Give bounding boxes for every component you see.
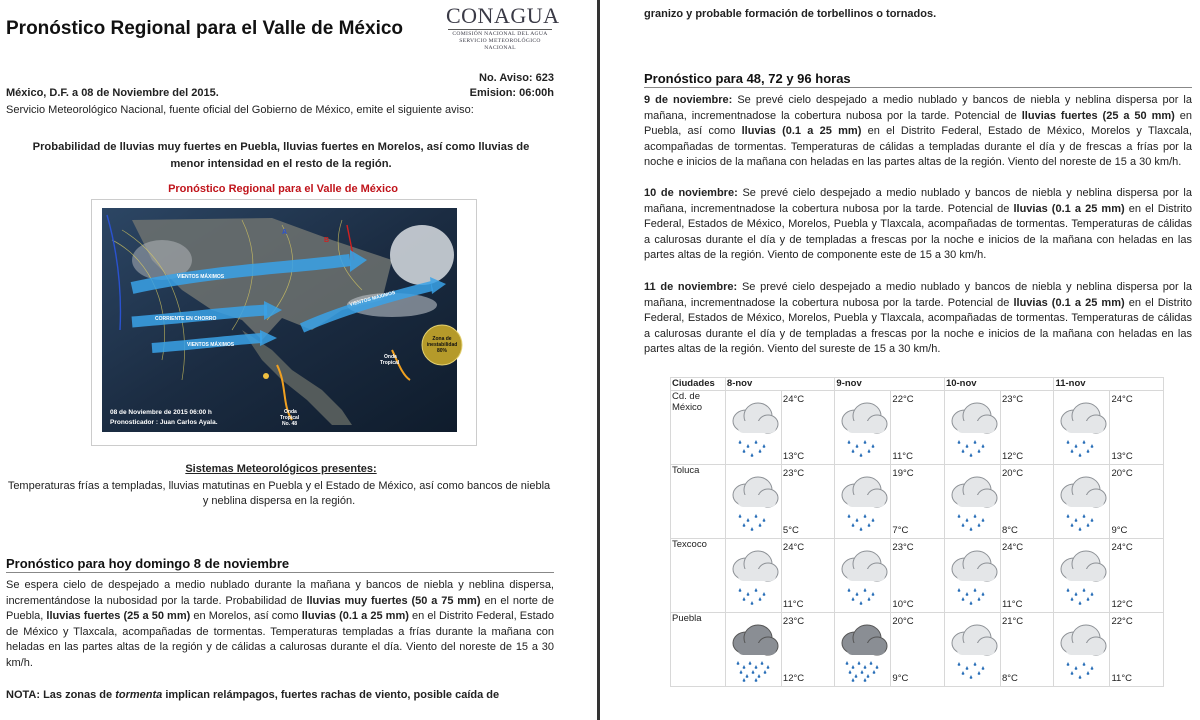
rain-drop <box>973 588 976 592</box>
rain-drop <box>973 662 976 666</box>
rain-drop <box>965 444 968 448</box>
rain-cloud-icon <box>1061 477 1106 531</box>
rain-drop <box>973 440 976 444</box>
rain-drop <box>977 523 980 527</box>
temp-cell <box>1000 539 1054 613</box>
temp-min: 12°C <box>1001 451 1024 462</box>
temp-min: 7°C <box>892 525 909 536</box>
rain-cloud-icon <box>952 403 997 457</box>
rain-drop <box>977 597 980 601</box>
rain-drop <box>867 674 870 678</box>
rain-drop <box>746 592 749 596</box>
rain-drop <box>754 514 757 518</box>
temp-max: 22°C <box>892 394 914 405</box>
temp-max: 20°C <box>1111 468 1133 479</box>
rain-drop <box>1079 675 1082 679</box>
rain-drop <box>1087 449 1090 453</box>
label-onda-2b: Tropical <box>280 415 300 421</box>
rain-drop <box>746 444 749 448</box>
temp-min: 9°C <box>1111 525 1128 536</box>
headline: Probabilidad de lluvias muy fuertes en Puebla, lluvias fuertes en Morelos, así como lluvias de menor intensidad en el resto de la región. <box>32 141 530 170</box>
rain-drop <box>873 670 876 674</box>
rain-drop <box>872 592 875 596</box>
rain-drop <box>1087 671 1090 675</box>
rain-drop <box>760 661 763 665</box>
temp-max: 24°C <box>782 542 805 553</box>
rain-drop <box>969 675 972 679</box>
weather-cell-icon <box>835 465 891 539</box>
temp-min: 8°C <box>1001 673 1018 684</box>
rain-drop <box>1087 597 1090 601</box>
rain-drop <box>1067 514 1070 518</box>
city-name: Toluca <box>671 465 726 539</box>
rain-drop <box>852 597 855 601</box>
rain-drop <box>1071 671 1074 675</box>
temp-max: 23°C <box>782 468 805 479</box>
rain-cloud-icon <box>733 551 778 605</box>
rain-cloud-icon <box>733 477 778 531</box>
nota-text: NOTA: Las zonas de tormenta implican relámpagos, fuertes rachas de viento, posible caída de <box>6 689 500 701</box>
rain-drop <box>762 518 765 522</box>
conagua-logo <box>446 3 560 52</box>
rain-drop <box>750 601 753 605</box>
temp-max: 24°C <box>1001 542 1024 553</box>
rain-drop <box>852 523 855 527</box>
label-onda-2c: No. 48 <box>282 421 298 427</box>
rain-drop <box>751 670 754 674</box>
temp-cell <box>1110 539 1164 613</box>
label-high-a: A <box>282 229 288 236</box>
rain-drop <box>849 670 852 674</box>
heavy-rain-cloud-icon <box>842 625 887 682</box>
rain-drop <box>1075 518 1078 522</box>
temp-min: 11°C <box>892 451 913 462</box>
rain-drop <box>1091 518 1094 522</box>
weather-cell-icon <box>725 613 781 687</box>
rain-drop <box>961 449 964 453</box>
rain-cloud-icon <box>842 403 887 457</box>
weather-cell-icon <box>835 391 891 465</box>
rain-drop <box>762 592 765 596</box>
rain-drop <box>848 514 851 518</box>
weather-cell-icon <box>1054 613 1110 687</box>
date-header-9nov: 9-nov <box>835 378 945 391</box>
rain-drop <box>861 670 864 674</box>
rain-drop <box>762 444 765 448</box>
temp-min: 10°C <box>892 599 914 610</box>
temp-min: 8°C <box>1001 525 1018 536</box>
rain-drop <box>754 678 757 682</box>
temp-max: 21°C <box>1001 616 1024 627</box>
rain-drop <box>969 527 972 531</box>
rain-drop <box>1067 440 1070 444</box>
rain-drop <box>738 514 741 518</box>
rain-drop <box>1091 444 1094 448</box>
rain-drop <box>981 518 984 522</box>
rain-drop <box>736 661 739 665</box>
rain-drop <box>1083 588 1086 592</box>
map-cloud-ne <box>390 225 454 285</box>
rain-drop <box>754 588 757 592</box>
rain-drop <box>957 588 960 592</box>
temp-cell <box>891 465 945 539</box>
temp-cell <box>1110 391 1164 465</box>
label-vientos-maximos-2: VIENTOS MÁXIMOS <box>348 289 397 308</box>
weather-cell-icon <box>944 613 1000 687</box>
table-row <box>671 539 1164 613</box>
label-vientos-maximos-3: VIENTOS MÁXIMOS <box>187 342 235 348</box>
weather-cell-icon <box>725 391 781 465</box>
rain-drop <box>1083 662 1086 666</box>
rain-drop <box>1079 601 1082 605</box>
city-name: Cd. de México <box>671 391 726 465</box>
label-vientos-maximos-1: VIENTOS MÁXIMOS <box>177 274 225 280</box>
rain-drop <box>848 440 851 444</box>
rain-drop <box>864 678 867 682</box>
rain-drop <box>742 449 745 453</box>
rain-drop <box>852 678 855 682</box>
document-page-left <box>0 0 597 720</box>
temp-min: 11°C <box>1001 599 1023 610</box>
day-9-paragraph: 9 de noviembre: Se prevé cielo despejado a medio nublado y bancos de niebla y neblina dispersa por la mañana, incrementnadose la cobertura nubosa por la tarde. Potencial de lluvias fuertes (25 a 50 mm) en Puebla, así como lluvias (0.1 a 25 mm) en el Distrito Federal, Estado de México, Morelos y Tlaxcala, acompañadas de tormentas. Temperaturas de cálidas a templadas durante el día y de frescas a frías por la noche e inicios de la mañana con heladas en las partes altas de la región. Viento del noreste de 15 a 30 km/h. <box>644 94 1192 168</box>
temp-cell <box>1110 613 1164 687</box>
sistemas-text: Temperaturas frías a templadas, lluvias matutinas en Puebla y el Estado de México, así como bancos de niebla y neblina dispersa en la región. <box>7 480 551 507</box>
rain-drop <box>981 592 984 596</box>
temp-max: 23°C <box>892 542 914 553</box>
rain-cloud-icon <box>1061 403 1106 457</box>
rain-drop <box>858 661 861 665</box>
map-forecaster: Pronosticador : Juan Carlos Ayala. <box>110 419 218 426</box>
rain-drop <box>1079 527 1082 531</box>
zona-label-pct: 80% <box>436 348 448 354</box>
sistemas-title: Sistemas Meteorológicos presentes: <box>185 463 377 475</box>
rain-drop <box>742 597 745 601</box>
temp-min: 13°C <box>1111 451 1133 462</box>
zona-label-1: Zona de <box>432 336 452 342</box>
table-row <box>671 613 1164 687</box>
emision-time: Emision: 06:00h <box>469 87 554 99</box>
city-name: Texcoco <box>671 539 726 613</box>
rain-cloud-icon <box>1061 551 1106 605</box>
rain-cloud-icon <box>952 625 997 679</box>
page-title: Pronóstico Regional para el Valle de México <box>6 18 404 39</box>
nota-continuation: granizo y probable formación de torbellinos o tornados. <box>644 8 937 20</box>
logo-wordmark: CONAGUA <box>446 3 560 28</box>
rain-drop <box>864 665 867 669</box>
map-caption: Pronóstico Regional para el Valle de México <box>168 183 398 195</box>
intro-text: Servicio Meteorológico Nacional, fuente oficial del Gobierno de México, emite el siguiente aviso: <box>6 104 474 116</box>
rain-drop <box>1091 666 1094 670</box>
temp-min: 12°C <box>1111 599 1133 610</box>
weather-cell-icon <box>1054 465 1110 539</box>
rain-drop <box>872 444 875 448</box>
forecast-table <box>670 377 1164 687</box>
date-header-11nov: 11-nov <box>1054 378 1164 391</box>
rain-cloud-icon <box>733 403 778 457</box>
rain-drop <box>1075 592 1078 596</box>
label-corriente: CORRIENTE EN CHORRO <box>155 316 217 322</box>
temp-min: 12°C <box>782 673 805 684</box>
temp-cell <box>781 539 835 613</box>
weather-cell-icon <box>944 391 1000 465</box>
place-date: México, D.F. a 08 de Noviembre del 2015. <box>6 87 219 99</box>
rain-drop <box>763 670 766 674</box>
temp-max: 20°C <box>892 616 914 627</box>
rain-drop <box>748 661 751 665</box>
temp-max: 23°C <box>782 616 805 627</box>
rain-drop <box>754 665 757 669</box>
rain-drop <box>750 527 753 531</box>
temp-max: 24°C <box>1111 542 1133 553</box>
rain-drop <box>872 518 875 522</box>
rain-drop <box>758 449 761 453</box>
date-header-10nov: 10-nov <box>944 378 1054 391</box>
rain-drop <box>855 674 858 678</box>
rain-drop <box>868 449 871 453</box>
rain-drop <box>957 662 960 666</box>
rain-drop <box>977 671 980 675</box>
synoptic-map <box>91 199 477 446</box>
rain-drop <box>1091 592 1094 596</box>
rain-drop <box>965 666 968 670</box>
rain-drop <box>738 588 741 592</box>
rain-cloud-icon <box>952 477 997 531</box>
rain-cloud-icon <box>842 551 887 605</box>
rain-cloud-icon <box>1061 625 1106 679</box>
label-onda-1b: Tropical <box>380 360 400 366</box>
rain-drop <box>961 597 964 601</box>
rain-drop <box>870 661 873 665</box>
day-10-paragraph: 10 de noviembre: Se prevé cielo despejado a medio nublado y bancos de niebla y neblina dispersa por la mañana, incrementnadose la cobertura nubosa por la tarde. Potencial de lluvias (0.1 a 25 mm) en el Distrito Federal, Estados de México, Morelos, Puebla y Tlaxcala, acompañadas de tormentas. Temperaturas de cálidas a calurosas durante el día y de templadas a frescas por la noche e inicios de la mañana con heladas en las partes altas de la región. Viento de componente este de 15 a 30 km/h. <box>644 187 1192 261</box>
rain-drop <box>961 671 964 675</box>
rain-drop <box>852 449 855 453</box>
rain-drop <box>1075 444 1078 448</box>
rain-drop <box>742 678 745 682</box>
temp-cell <box>781 465 835 539</box>
rain-drop <box>1087 523 1090 527</box>
temp-min: 9°C <box>892 673 909 684</box>
rain-drop <box>1079 453 1082 457</box>
rain-drop <box>1083 440 1086 444</box>
weather-cell-icon <box>1054 391 1110 465</box>
rain-drop <box>754 440 757 444</box>
temp-max: 22°C <box>1111 616 1133 627</box>
hoy-paragraph: Se espera cielo de despejado a medio nublado durante la mañana y bancos de niebla y neblina dispersa, incrementándose la nubosidad por la tarde. Probabilidad de lluvias muy fuertes (50 a 75 mm) en el norte de Puebla, lluvias fuertes (25 a 50 mm) en Morelos, así como lluvias (0.1 a 25 mm) en el Distrito Federal, Estado de México y Tlaxcala, acompañadas de tormentas. Temperaturas templadas a frías durante la mañana con heladas en las partes altas de la región y de cálidas a calurosas durante el día. Viento del noreste de 15 a 30 km/h. <box>6 579 554 669</box>
rain-drop <box>1071 523 1074 527</box>
rain-drop <box>739 670 742 674</box>
label-onda-1: Onda <box>384 354 397 360</box>
rain-drop <box>758 523 761 527</box>
temp-min: 5°C <box>782 525 799 536</box>
temp-cell <box>1000 465 1054 539</box>
rain-drop <box>746 518 749 522</box>
rain-drop <box>969 453 972 457</box>
aviso-number: No. Aviso: 623 <box>479 72 554 84</box>
temp-max: 24°C <box>782 394 805 405</box>
rain-drop <box>766 665 769 669</box>
city-name: Puebla <box>671 613 726 687</box>
temp-cell <box>1000 613 1054 687</box>
temp-cell <box>891 613 945 687</box>
weather-cell-icon <box>944 539 1000 613</box>
heavy-rain-cloud-icon <box>733 625 778 682</box>
rain-drop <box>981 666 984 670</box>
date-header-8nov: 8-nov <box>725 378 835 391</box>
rain-drop <box>1083 514 1086 518</box>
rain-drop <box>745 674 748 678</box>
rain-drop <box>742 665 745 669</box>
rain-drop <box>860 453 863 457</box>
rain-drop <box>738 440 741 444</box>
label-low-b: B <box>324 237 330 244</box>
rain-drop <box>977 449 980 453</box>
temp-cell <box>781 391 835 465</box>
temp-max: 24°C <box>1111 394 1133 405</box>
logo-subtitle-2: SERVICIO METEOROLÓGICO NACIONAL <box>459 38 541 51</box>
weather-cell-icon <box>725 539 781 613</box>
rain-cloud-icon <box>842 477 887 531</box>
hoy-title: Pronóstico para hoy domingo 8 de noviembre <box>6 556 554 573</box>
extended-title: Pronóstico para 48, 72 y 96 horas <box>644 71 1192 88</box>
temp-min: 13°C <box>782 451 805 462</box>
weather-cell-icon <box>835 539 891 613</box>
label-onda-2: Onda <box>284 409 297 415</box>
rain-drop <box>742 523 745 527</box>
rain-drop <box>856 518 859 522</box>
temp-min: 11°C <box>1111 673 1132 684</box>
rain-drop <box>758 597 761 601</box>
rain-drop <box>957 440 960 444</box>
temp-cell <box>891 539 945 613</box>
temp-min: 11°C <box>782 599 804 610</box>
temp-cell <box>1000 391 1054 465</box>
day-11-paragraph: 11 de noviembre: Se prevé cielo despejado a medio nublado y bancos de niebla y neblina dispersa por la mañana, incrementnadose la cobertura nubosa por la tarde. Potencial de lluvias (0.1 a 25 mm) en el Distrito Federal, Estados de México, Morelos, Puebla y Tlaxcala, acompañadas de tormentas. Temperaturas de cálidas a calurosas durante el día y de templadas a frescas por la noche e inicios de la mañana con heladas en las partes altas de la región. Viento del sureste de 15 a 30 km/h. <box>644 281 1192 355</box>
rain-drop <box>846 661 849 665</box>
rain-drop <box>864 588 867 592</box>
rain-drop <box>860 601 863 605</box>
rain-drop <box>981 444 984 448</box>
temp-cell <box>781 613 835 687</box>
rain-drop <box>856 592 859 596</box>
table-header-row <box>671 378 1164 391</box>
rain-drop <box>965 592 968 596</box>
rain-drop <box>1067 662 1070 666</box>
rain-drop <box>864 440 867 444</box>
rain-drop <box>868 597 871 601</box>
logo-subtitle-1: COMISIÓN NACIONAL DEL AGUA <box>452 31 548 37</box>
rain-cloud-icon <box>952 551 997 605</box>
zona-label-2: inestabilidad <box>426 342 458 348</box>
rain-drop <box>856 444 859 448</box>
temp-max: 19°C <box>892 468 914 479</box>
temp-max: 20°C <box>1001 468 1024 479</box>
rain-drop <box>852 665 855 669</box>
rain-drop <box>876 665 879 669</box>
weather-cell-icon <box>835 613 891 687</box>
rain-drop <box>961 523 964 527</box>
rain-drop <box>965 518 968 522</box>
weather-cell-icon <box>944 465 1000 539</box>
rain-drop <box>1071 597 1074 601</box>
rain-drop <box>1071 449 1074 453</box>
temp-max: 23°C <box>1001 394 1024 405</box>
rain-drop <box>757 674 760 678</box>
rain-drop <box>750 453 753 457</box>
rain-drop <box>957 514 960 518</box>
temp-cell <box>891 391 945 465</box>
weather-cell-icon <box>725 465 781 539</box>
rain-drop <box>969 601 972 605</box>
rain-drop <box>860 527 863 531</box>
table-corner: Ciudades <box>671 378 726 391</box>
map-date-stamp: 08 de Noviembre de 2015 06:00 h <box>110 409 212 416</box>
rain-drop <box>1075 666 1078 670</box>
rain-drop <box>868 523 871 527</box>
rain-drop <box>864 514 867 518</box>
rain-drop <box>1067 588 1070 592</box>
temp-cell <box>1110 465 1164 539</box>
rain-drop <box>973 514 976 518</box>
table-row <box>671 391 1164 465</box>
table-row <box>671 465 1164 539</box>
weather-cell-icon <box>1054 539 1110 613</box>
rain-drop <box>848 588 851 592</box>
